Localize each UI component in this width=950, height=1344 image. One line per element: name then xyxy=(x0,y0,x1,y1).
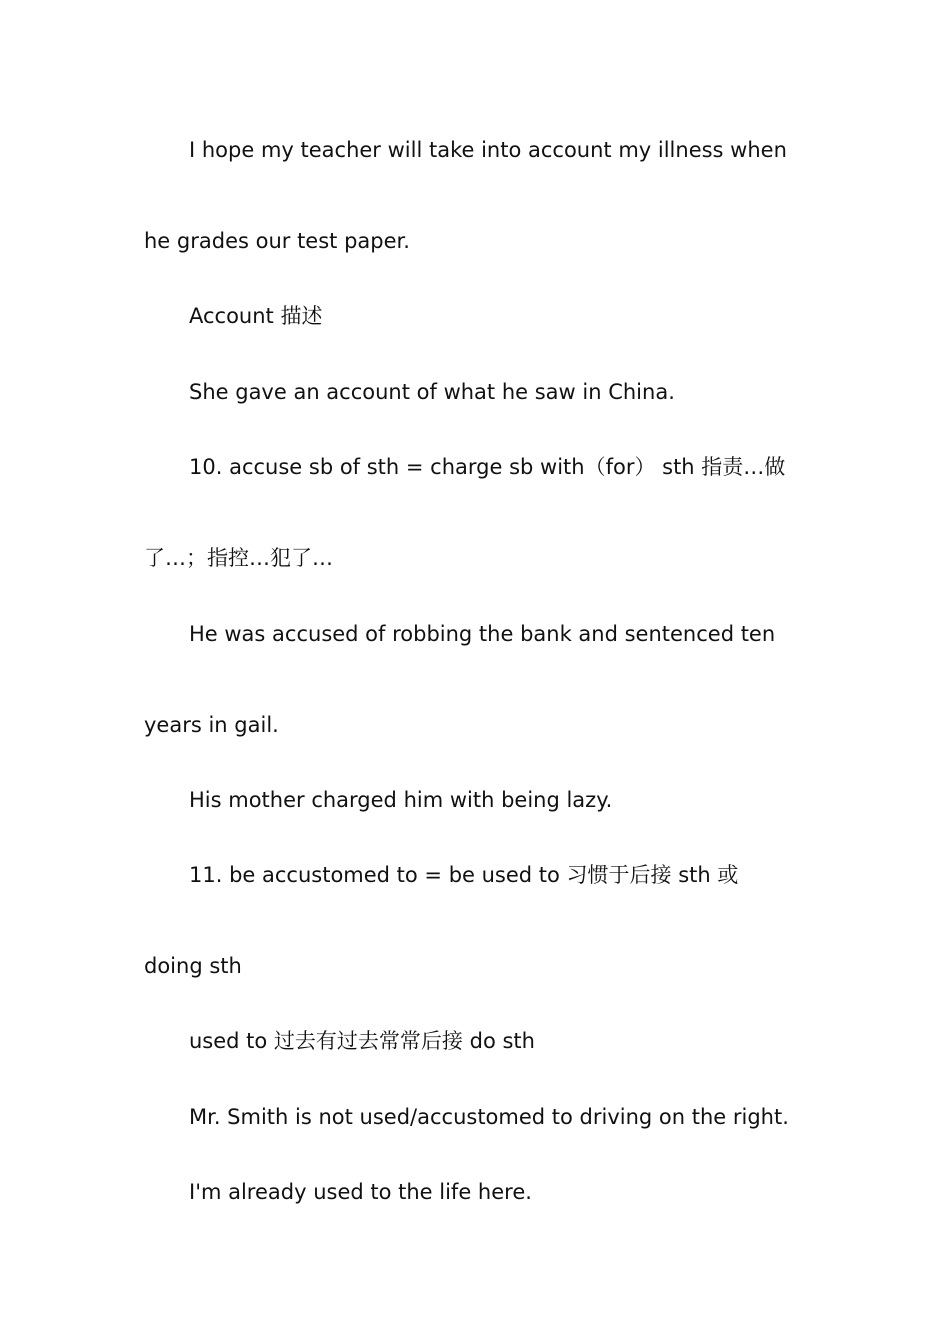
text-line: I hope my teacher will take into account my illness when xyxy=(189,138,787,162)
text-line: He was accused of robbing the bank and sentenced ten xyxy=(189,622,776,646)
text-line: She gave an account of what he saw in China. xyxy=(189,380,675,404)
text-line: 11. be accustomed to = be used to 习惯于后接 sth 或 xyxy=(189,863,739,887)
text-line: doing sth xyxy=(144,954,242,978)
text-line: used to 过去有过去常常后接 do sth xyxy=(189,1029,535,1053)
text-line: 了…；指控…犯了… xyxy=(144,546,333,570)
text-line: he grades our test paper. xyxy=(144,229,410,253)
text-line: I'm already used to the life here. xyxy=(189,1180,532,1204)
text-line: 10. accuse sb of sth = charge sb with（for） sth 指责…做 xyxy=(189,455,786,479)
text-line: years in gail. xyxy=(144,713,279,737)
text-line: Account 描述 xyxy=(189,304,323,328)
text-line: His mother charged him with being lazy. xyxy=(189,788,613,812)
text-line: Mr. Smith is not used/accustomed to driving on the right. xyxy=(189,1105,789,1129)
